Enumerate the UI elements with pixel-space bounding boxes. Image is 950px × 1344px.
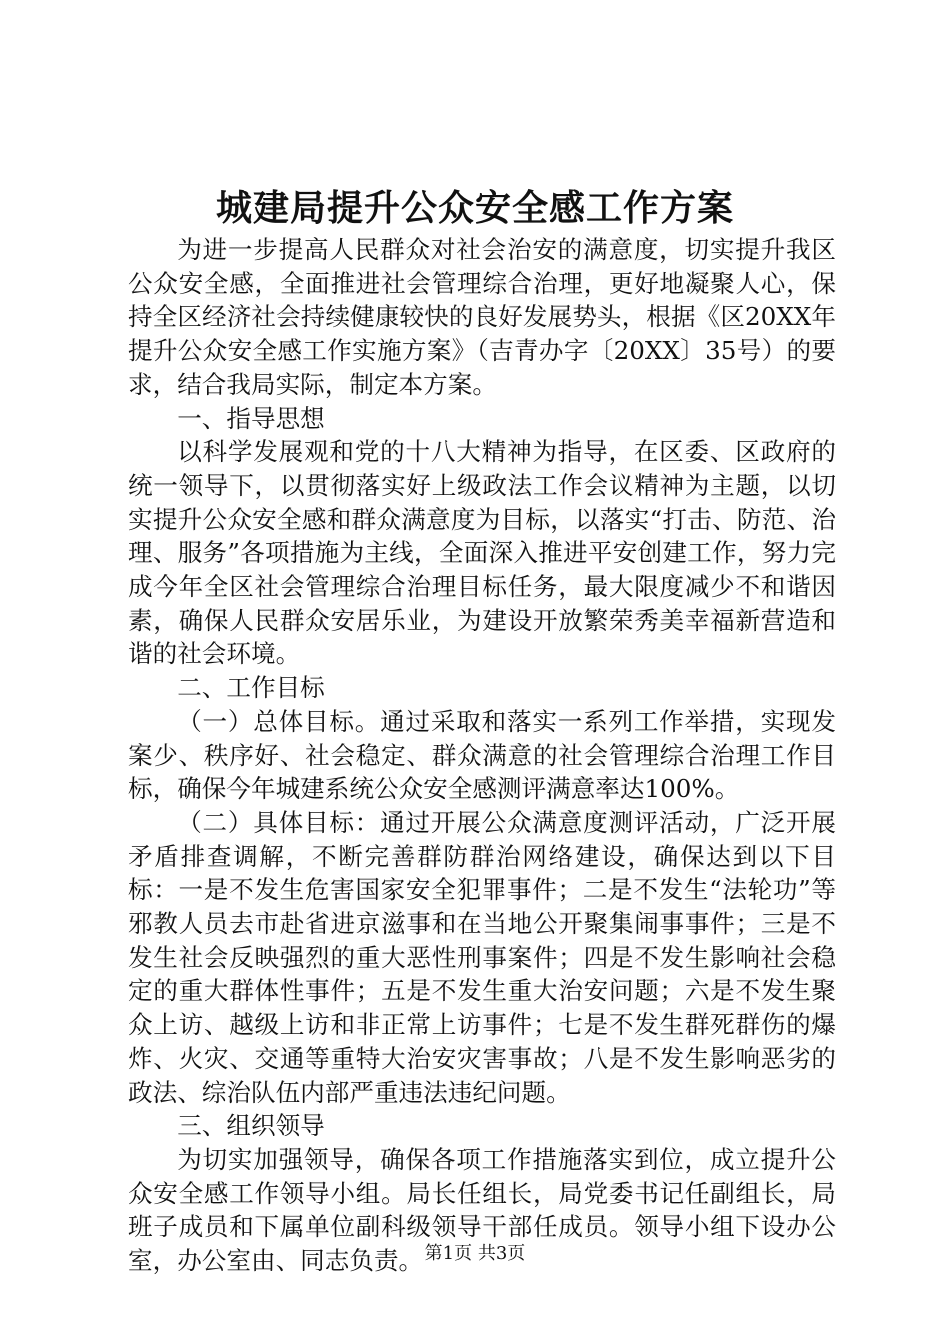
page-footer: 第1页 共3页 <box>424 1243 526 1264</box>
section-heading-organization: 三、组织领导 <box>177 1111 325 1141</box>
section-heading-guiding: 一、指导思想 <box>177 403 325 433</box>
specific-goal-paragraph: （二）具体目标：通过开展公众满意度测评活动，广泛开展矛盾排查调解，不断完善群防群治网络建设，确保达到以下目标：一是不发生危害国家安全犯罪事件；二是不发生“法轮功”等邪教人员去市赴省进京滋事和在当地公开聚集闹事事件；三是不发生社会反映强烈的重大恶性刑事案件；四是不发生影响社会稳定的重大群体性事件；五是不发生重大治安问题；六是不发生聚众上访、越级上访和非正常上访事件；七是不发生群死群伤的爆炸、火灾、交通等重特大治安灾害事故；八是不发生影响恶劣的政法、综治队伍内部严重违法违纪问题。 <box>128 807 836 1107</box>
organization-paragraph: 为切实加强领导，确保各项工作措施落实到位，成立提升公众安全感工作领导小组。局长任组长，局党委书记任副组长，局班子成员和下属单位副科级领导干部任成员。领导小组下设办公室，办公室由、同志负责。 <box>128 1144 836 1276</box>
document-body <box>128 233 836 1278</box>
guiding-paragraph: 以科学发展观和党的十八大精神为指导，在区委、区政府的统一领导下，以贯彻落实好上级政法工作会议精神为主题，以切实提升公众安全感和群众满意度为目标，以落实“打击、防范、治理、服务”各项措施为主线，全面深入推进平安创建工作，努力完成今年全区社会管理综合治理目标任务，最大限度减少不和谐因素，确保人民群众安居乐业，为建设开放繁荣秀美幸福新营造和谐的社会环境。 <box>128 437 836 669</box>
section-heading-goals: 二、工作目标 <box>177 673 325 703</box>
overall-goal-paragraph: （一）总体目标。通过采取和落实一系列工作举措，实现发案少、秩序好、社会稳定、群众满意的社会管理综合治理工作目标，确保今年城建系统公众安全感测评满意率达100%。 <box>128 706 836 804</box>
document-title: 城建局提升公众安全感工作方案 <box>215 187 734 229</box>
intro-paragraph: 为进一步提高人民群众对社会治安的满意度，切实提升我区公众安全感，全面推进社会管理综合治理，更好地凝聚人心，保持全区经济社会持续健康较快的良好发展势头，根据《区20XX年提升公众安全感工作实施方案》（吉青办字〔20XX〕35号）的要求，结合我局实际，制定本方案。 <box>128 235 836 399</box>
